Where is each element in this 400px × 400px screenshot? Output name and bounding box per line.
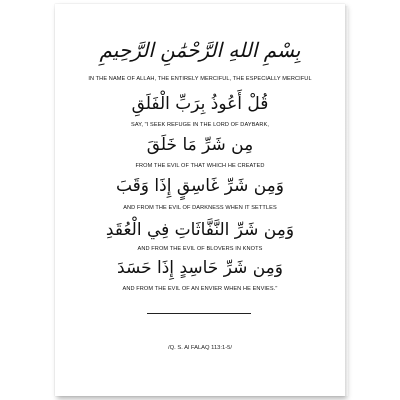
verse-1-arabic: قُلْ أَعُوذُ بِرَبِّ الْفَلَقِ <box>131 94 269 114</box>
poster-print <box>55 4 345 396</box>
verse-2-arabic: مِن شَرِّ مَا خَلَقَ <box>146 135 254 155</box>
poster-edge-shadow <box>345 6 348 396</box>
bismillah-translation: IN THE NAME OF ALLAH, THE ENTIRELY MERCIFUL, THE ESPECIALLY MERCIFUL <box>88 76 312 82</box>
divider-line <box>147 313 251 314</box>
verse-3-arabic: وَمِن شَرِّ غَاسِقٍ إِذَا وَقَبَ <box>115 176 285 196</box>
verse-5-translation: AND FROM THE EVIL OF AN ENVIER WHEN HE ENVIES." <box>122 286 278 292</box>
verse-4-arabic: وَمِن شَرِّ النَّفَّاثَاتِ فِي الْعُقَدِ <box>105 220 295 240</box>
surah-citation: /Q. S. Al FALAQ 113:1-5/ <box>167 345 232 351</box>
verse-5-arabic: وَمِن شَرِّ حَاسِدٍ إِذَا حَسَدَ <box>117 258 283 278</box>
verse-3-translation: AND FROM THE EVIL OF DARKNESS WHEN IT SETTLES <box>123 205 277 211</box>
bismillah-calligraphy: بِسْمِ اللهِ الرَّحْمَٰنِ الرَّحِيمِ <box>99 38 301 62</box>
verse-1-translation: SAY, "I SEEK REFUGE IN THE LORD OF DAYBARK, <box>131 122 269 128</box>
verse-4-translation: AND FROM THE EVIL OF BLOVERS IN KNOTS <box>137 246 263 252</box>
verse-2-translation: FROM THE EVIL OF THAT WHICH HE CREATED <box>135 163 265 169</box>
